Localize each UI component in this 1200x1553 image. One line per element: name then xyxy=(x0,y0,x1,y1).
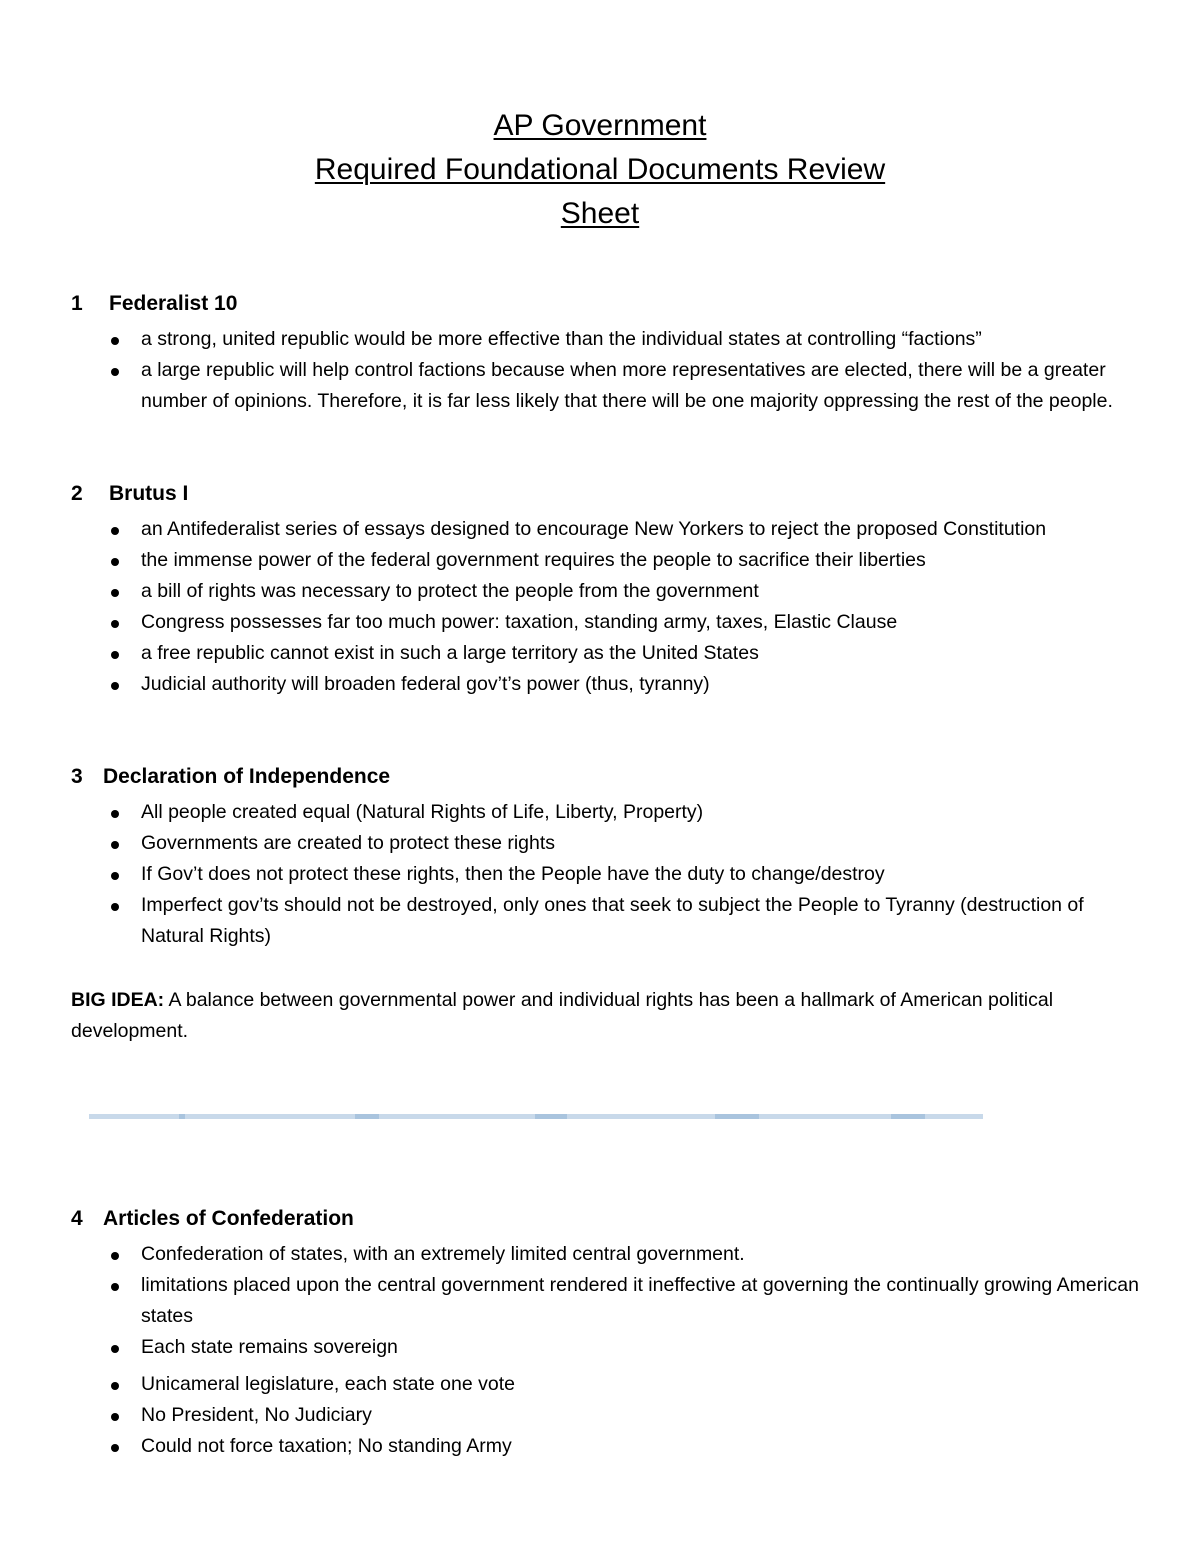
section-declaration-of-independence xyxy=(71,765,1141,952)
bullet-icon xyxy=(111,368,119,376)
list-item xyxy=(71,1369,1141,1400)
section-federalist-10 xyxy=(71,292,1141,417)
bullet-icon xyxy=(111,1382,119,1390)
section-title: Brutus I xyxy=(109,482,189,505)
list-item-text: Unicameral legislature, each state one vote xyxy=(141,1373,515,1395)
list-item xyxy=(71,797,1141,828)
list-item-text: a large republic will help control factions because when more representatives are elected, there will be a greater number of opinions. Therefore, it is far less likely that there will be one majority oppressing the rest of the people. xyxy=(141,359,1113,412)
list-item xyxy=(71,1270,1141,1332)
bullet-icon xyxy=(111,682,119,690)
bullet-icon xyxy=(111,620,119,628)
title-line-1: AP Government xyxy=(493,109,707,142)
bullet-icon xyxy=(111,1283,119,1291)
list-item-text: Judicial authority will broaden federal gov’t’s power (thus, tyranny) xyxy=(141,673,710,695)
divider-segment xyxy=(179,1114,185,1119)
list-item xyxy=(71,324,1141,355)
section-articles-of-confederation xyxy=(71,1207,1141,1462)
section-divider xyxy=(89,1114,983,1119)
list-item xyxy=(71,607,1141,638)
section-number: 3 xyxy=(71,765,83,788)
list-item-text: limitations placed upon the central government rendered it ineffective at governing the continually growing American states xyxy=(141,1274,1139,1327)
list-item-text: a free republic cannot exist in such a large territory as the United States xyxy=(141,642,759,664)
list-item-text: Could not force taxation; No standing Army xyxy=(141,1435,512,1457)
bullet-icon xyxy=(111,903,119,911)
divider-segment xyxy=(715,1114,759,1119)
list-item xyxy=(71,828,1141,859)
section-title: Declaration of Independence xyxy=(103,765,391,788)
list-item-text: a bill of rights was necessary to protect the people from the government xyxy=(141,580,759,602)
list-item-text: an Antifederalist series of essays designed to encourage New Yorkers to reject the proposed Constitution xyxy=(141,518,1047,540)
list-item-text: No President, No Judiciary xyxy=(141,1404,372,1426)
list-item xyxy=(71,669,1141,700)
list-item xyxy=(71,545,1141,576)
list-item-text: the immense power of the federal government requires the people to sacrifice their liberties xyxy=(141,549,926,571)
list-item xyxy=(71,576,1141,607)
list-item xyxy=(71,355,1141,417)
list-item xyxy=(71,1400,1141,1431)
bullet-list xyxy=(71,1239,1141,1462)
divider-segment xyxy=(891,1114,925,1119)
section-heading xyxy=(71,292,1141,324)
section-heading xyxy=(71,482,1141,514)
list-item xyxy=(71,1239,1141,1270)
bullet-icon xyxy=(111,810,119,818)
bullet-list xyxy=(71,324,1141,417)
section-heading xyxy=(71,765,1141,797)
big-idea-text: A balance between governmental power and individual rights has been a hallmark of American political development. xyxy=(71,989,1054,1042)
list-item-text: Confederation of states, with an extremely limited central government. xyxy=(141,1243,745,1265)
section-number: 1 xyxy=(71,292,83,315)
document-title xyxy=(0,104,1200,236)
list-item xyxy=(71,859,1141,890)
bullet-icon xyxy=(111,1345,119,1353)
big-idea-paragraph xyxy=(71,985,1131,1047)
bullet-icon xyxy=(111,337,119,345)
bullet-icon xyxy=(111,1252,119,1260)
bullet-list xyxy=(71,797,1141,952)
divider-segment xyxy=(355,1114,379,1119)
section-number: 4 xyxy=(71,1207,83,1230)
bullet-icon xyxy=(111,1413,119,1421)
list-item-text: Each state remains sovereign xyxy=(141,1336,398,1358)
bullet-icon xyxy=(111,527,119,535)
list-item-text: All people created equal (Natural Rights of Life, Liberty, Property) xyxy=(141,801,704,823)
bullet-list xyxy=(71,514,1141,700)
bullet-icon xyxy=(111,589,119,597)
section-brutus-1 xyxy=(71,482,1141,700)
big-idea-label: BIG IDEA: xyxy=(71,989,165,1011)
list-item-text: Imperfect gov’ts should not be destroyed, only ones that seek to subject the People to Tyranny (destruction of Natural Rights) xyxy=(141,894,1084,947)
divider-segment xyxy=(535,1114,567,1119)
list-item-text: If Gov’t does not protect these rights, then the People have the duty to change/destroy xyxy=(141,863,885,885)
section-title: Federalist 10 xyxy=(109,292,238,315)
bullet-icon xyxy=(111,1444,119,1452)
list-item xyxy=(71,638,1141,669)
section-heading xyxy=(71,1207,1141,1239)
bullet-icon xyxy=(111,651,119,659)
title-line-2: Required Foundational Documents Review xyxy=(314,153,886,186)
section-title: Articles of Confederation xyxy=(103,1207,354,1230)
section-number: 2 xyxy=(71,482,83,505)
list-item-text: Congress possesses far too much power: taxation, standing army, taxes, Elastic Clause xyxy=(141,611,898,633)
list-item xyxy=(71,1431,1141,1462)
list-item-text: a strong, united republic would be more effective than the individual states at controlling “factions” xyxy=(141,328,982,350)
bullet-icon xyxy=(111,841,119,849)
title-line-3: Sheet xyxy=(560,197,640,230)
list-item-text: Governments are created to protect these rights xyxy=(141,832,556,854)
list-item xyxy=(71,1332,1141,1363)
bullet-icon xyxy=(111,558,119,566)
bullet-icon xyxy=(111,872,119,880)
list-item xyxy=(71,890,1141,952)
list-item xyxy=(71,514,1141,545)
